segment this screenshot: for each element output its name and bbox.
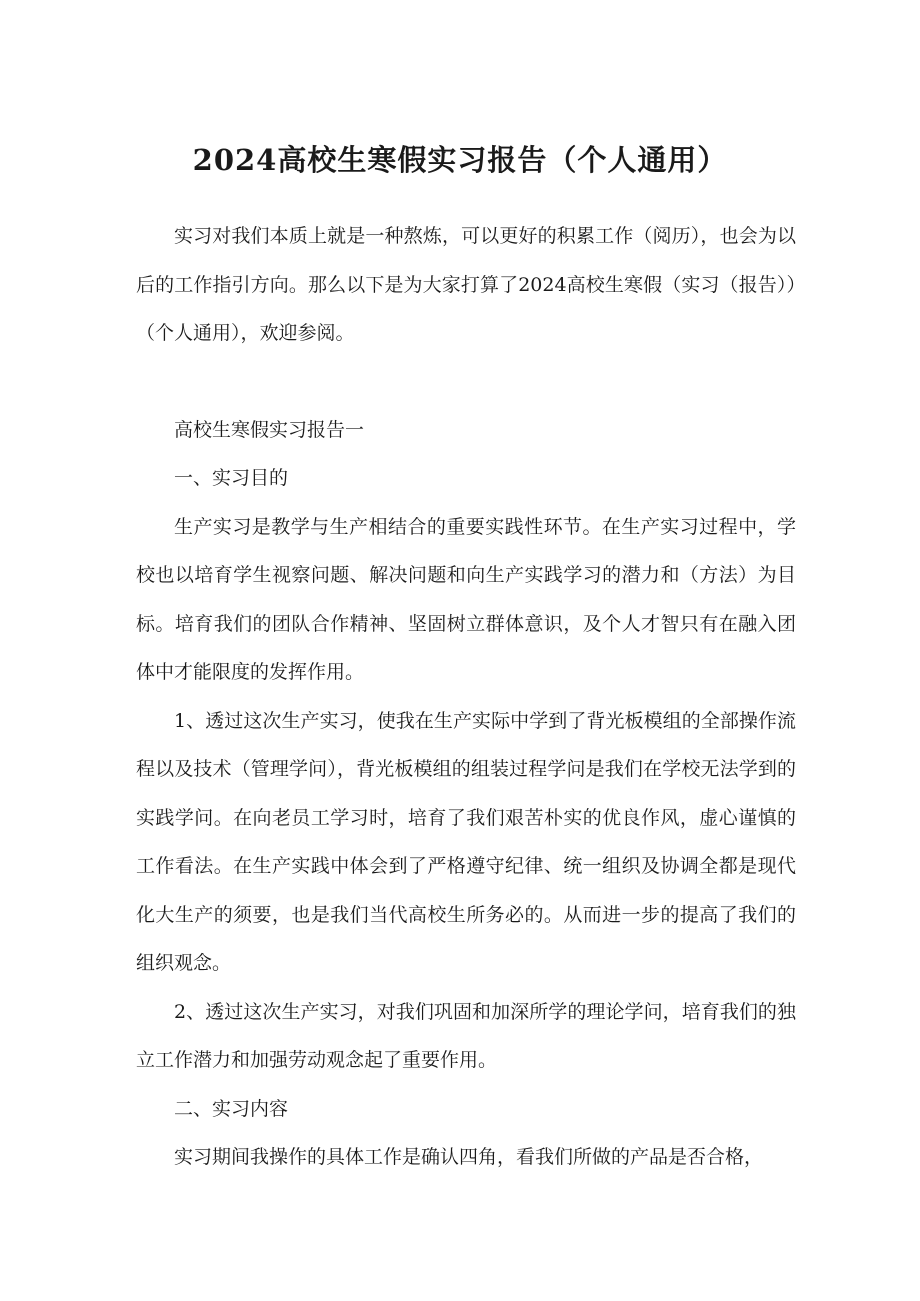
section-heading-purpose: 一、实习目的: [174, 467, 289, 489]
document-title: 2024高校生寒假实习报告（个人通用）: [192, 143, 728, 177]
point-one-paragraph: 1、透过这次生产实习，使我在生产实际中学到了背光板模组的全部操作流程以及技术（管理学问），背光板模组的组装过程学问是我们在学校无法学到的实践学问。在向老员工学习时，培育了我们艰苦朴实的优良作风，虚心谨慎的工作看法。在生产实践中体会到了严格遵守纪律、统一组织及协调全都是现代化大生产的须要，也是我们当代高校生所务必的。从而进一步的提高了我们的组织观念。: [136, 709, 796, 974]
report-heading: 高校生寒假实习报告一: [174, 418, 365, 441]
intro-paragraph: 实习对我们本质上就是一种熬炼，可以更好的积累工作（阅历），也会为以后的工作指引方向。那么以下是为大家打算了2024高校生寒假（实习（报告））（个人通用），欢迎参阅。: [136, 225, 796, 344]
spacer: [136, 358, 796, 406]
document-body: [136, 212, 796, 1182]
content-paragraph: 实习期间我操作的具体工作是确认四角，看我们所做的产品是否合格，: [174, 1146, 764, 1168]
point-two-paragraph: 2、透过这次生产实习，对我们巩固和加深所学的理论学问，培育我们的独立工作潜力和加强劳动观念起了重要作用。: [136, 1000, 796, 1071]
purpose-paragraph: 生产实习是教学与生产相结合的重要实践性环节。在生产实习过程中，学校也以培育学生视察问题、解决问题和向生产实践学习的潜力和（方法）为目标。培育我们的团队合作精神、坚固树立群体意识，及个人才智只有在融入团体中才能限度的发挥作用。: [136, 515, 796, 683]
section-heading-content: 二、实习内容: [174, 1097, 289, 1120]
